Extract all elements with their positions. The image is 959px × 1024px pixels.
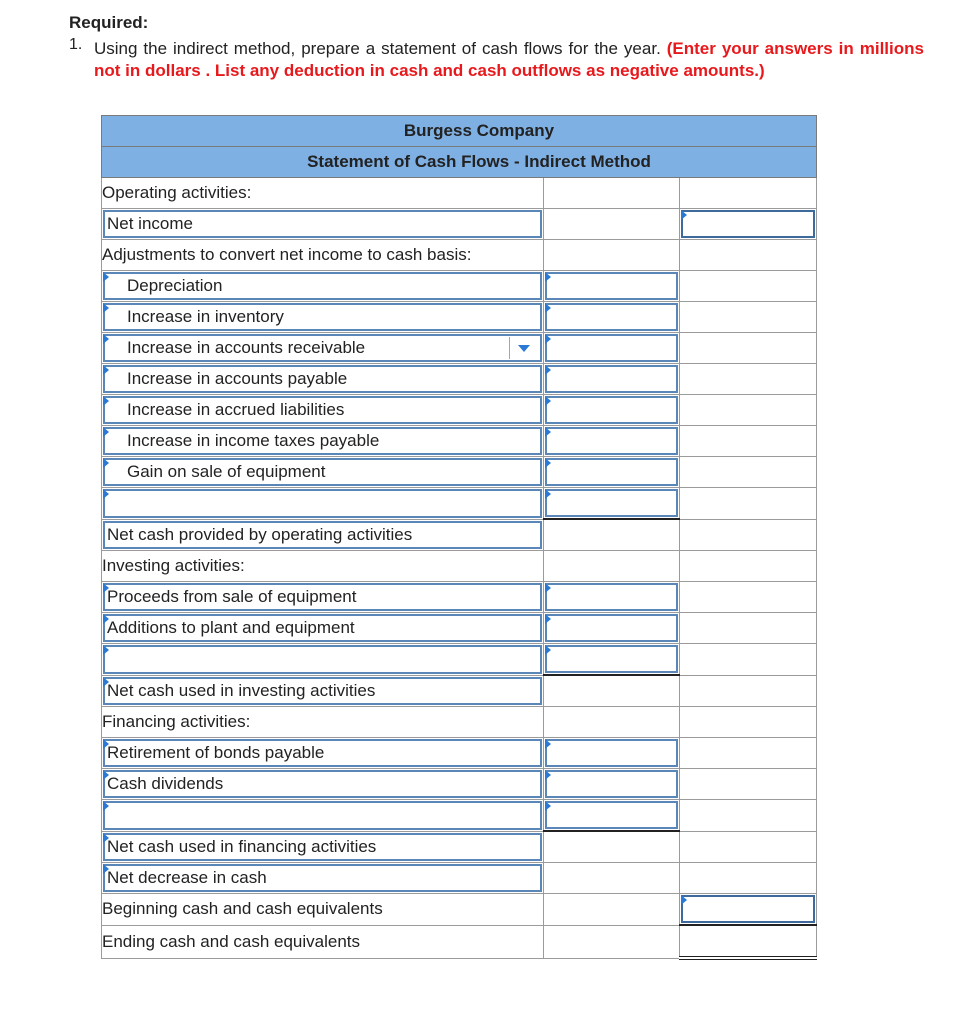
table-row — [102, 894, 817, 926]
net-operating-label: Net cash provided by operating activities — [107, 524, 413, 544]
net-operating-label-input[interactable] — [103, 521, 542, 550]
ending-cash-amount-cell — [680, 925, 817, 958]
company-name: Burgess Company — [403, 121, 555, 140]
table-row — [102, 426, 817, 457]
table-row — [102, 488, 817, 520]
adjustment-label: Gain on sale of equipment — [127, 462, 326, 481]
financing-label: Retirement of bonds payable — [107, 743, 325, 762]
financing-activities-label: Financing activities: — [102, 707, 544, 738]
net-income-label-input[interactable] — [103, 210, 542, 238]
adjustment-amount-input[interactable] — [545, 334, 679, 362]
financing-amount-input[interactable] — [545, 739, 679, 767]
adjustment-select-depreciation[interactable] — [103, 272, 542, 300]
operating-activities-label: Operating activities: — [102, 178, 544, 209]
adjustment-label: Increase in accrued liabilities — [127, 400, 345, 419]
financing-select-bonds[interactable] — [103, 739, 542, 767]
investing-select-empty[interactable] — [103, 645, 542, 674]
investing-activities-label: Investing activities: — [102, 551, 544, 582]
net-investing-label: Net cash used in investing activities — [107, 680, 376, 700]
net-financing-label: Net cash used in financing activities — [107, 836, 377, 856]
dropdown-arrow-icon[interactable] — [509, 337, 536, 359]
table-row — [102, 707, 817, 738]
table-row — [102, 863, 817, 894]
table-header-company — [102, 116, 817, 147]
financing-amount-input[interactable] — [545, 770, 679, 798]
investing-amount-input[interactable] — [545, 645, 679, 673]
question-number: 1. — [69, 36, 83, 53]
investing-select-additions[interactable] — [103, 614, 542, 642]
table-row — [102, 769, 817, 800]
adjustment-amount-input[interactable] — [545, 489, 679, 517]
investing-label: Proceeds from sale of equipment — [107, 587, 357, 606]
table-row — [102, 395, 817, 426]
table-row — [102, 613, 817, 644]
adjustment-select-gain-on-sale[interactable] — [103, 458, 542, 486]
financing-select-empty[interactable] — [103, 801, 542, 830]
net-income-amount-input[interactable] — [681, 210, 815, 238]
adjustment-select-inventory[interactable] — [103, 303, 542, 331]
adjustment-select-empty[interactable] — [103, 489, 542, 518]
table-row — [102, 302, 817, 333]
financing-select-dividends[interactable] — [103, 770, 542, 798]
beginning-cash-label: Beginning cash and cash equivalents — [102, 894, 544, 926]
required-heading: Required: — [69, 13, 149, 32]
table-row — [102, 582, 817, 613]
adjustment-amount-input[interactable] — [545, 272, 679, 300]
adjustment-select-accounts-receivable[interactable] — [103, 334, 542, 362]
net-income-cell — [102, 209, 544, 240]
net-change-label-input[interactable] — [103, 864, 542, 892]
investing-select-proceeds[interactable] — [103, 583, 542, 611]
net-income-label: Net income — [107, 214, 193, 233]
table-row — [102, 271, 817, 302]
statement-title: Statement of Cash Flows - Indirect Method — [307, 152, 651, 171]
table-row — [102, 675, 817, 707]
net-investing-label-input[interactable] — [103, 677, 542, 706]
table-row — [102, 831, 817, 863]
instruction-note: (Enter your answers in millions not in dollars . List any deduction in cash and cash outflows as negative amounts.) — [94, 39, 924, 80]
table-header-title — [102, 147, 817, 178]
table-row — [102, 925, 817, 958]
ending-cash-label: Ending cash and cash equivalents — [102, 925, 544, 958]
adjustment-amount-input[interactable] — [545, 365, 679, 393]
adjustment-amount-input[interactable] — [545, 458, 679, 486]
investing-amount-input[interactable] — [545, 614, 679, 642]
table-row — [102, 333, 817, 364]
adjustment-label: Increase in inventory — [127, 307, 284, 326]
adjustment-label: Increase in accounts receivable — [127, 338, 366, 357]
financing-amount-input[interactable] — [545, 801, 679, 829]
table-row — [102, 644, 817, 676]
table-row — [102, 240, 817, 271]
investing-amount-input[interactable] — [545, 583, 679, 611]
adjustment-select-income-taxes-payable[interactable] — [103, 427, 542, 455]
adjustments-label: Adjustments to convert net income to cash basis: — [102, 240, 544, 271]
instruction-text: Using the indirect method, prepare a statement of cash flows for the year. — [94, 39, 661, 58]
adjustment-amount-input[interactable] — [545, 396, 679, 424]
adjustment-label: Depreciation — [127, 276, 223, 295]
beginning-cash-amount-input[interactable] — [681, 895, 815, 923]
table-row — [102, 209, 817, 240]
investing-label: Additions to plant and equipment — [107, 618, 355, 637]
adjustment-select-accounts-payable[interactable] — [103, 365, 542, 393]
table-row — [102, 457, 817, 488]
table-row — [102, 800, 817, 832]
adjustment-amount-input[interactable] — [545, 303, 679, 331]
adjustment-select-accrued-liabilities[interactable] — [103, 396, 542, 424]
table-row — [102, 519, 817, 551]
table-row — [102, 178, 817, 209]
financing-label: Cash dividends — [107, 774, 224, 793]
adjustment-label: Increase in income taxes payable — [127, 431, 380, 450]
net-decrease-label: Net decrease in cash — [107, 868, 267, 887]
net-financing-label-input[interactable] — [103, 833, 542, 862]
adjustment-amount-input[interactable] — [545, 427, 679, 455]
adjustment-label: Increase in accounts payable — [127, 369, 348, 388]
table-row — [102, 364, 817, 395]
table-row — [102, 738, 817, 769]
question-text — [94, 38, 924, 82]
cash-flow-statement-table — [101, 115, 817, 960]
table-row — [102, 551, 817, 582]
